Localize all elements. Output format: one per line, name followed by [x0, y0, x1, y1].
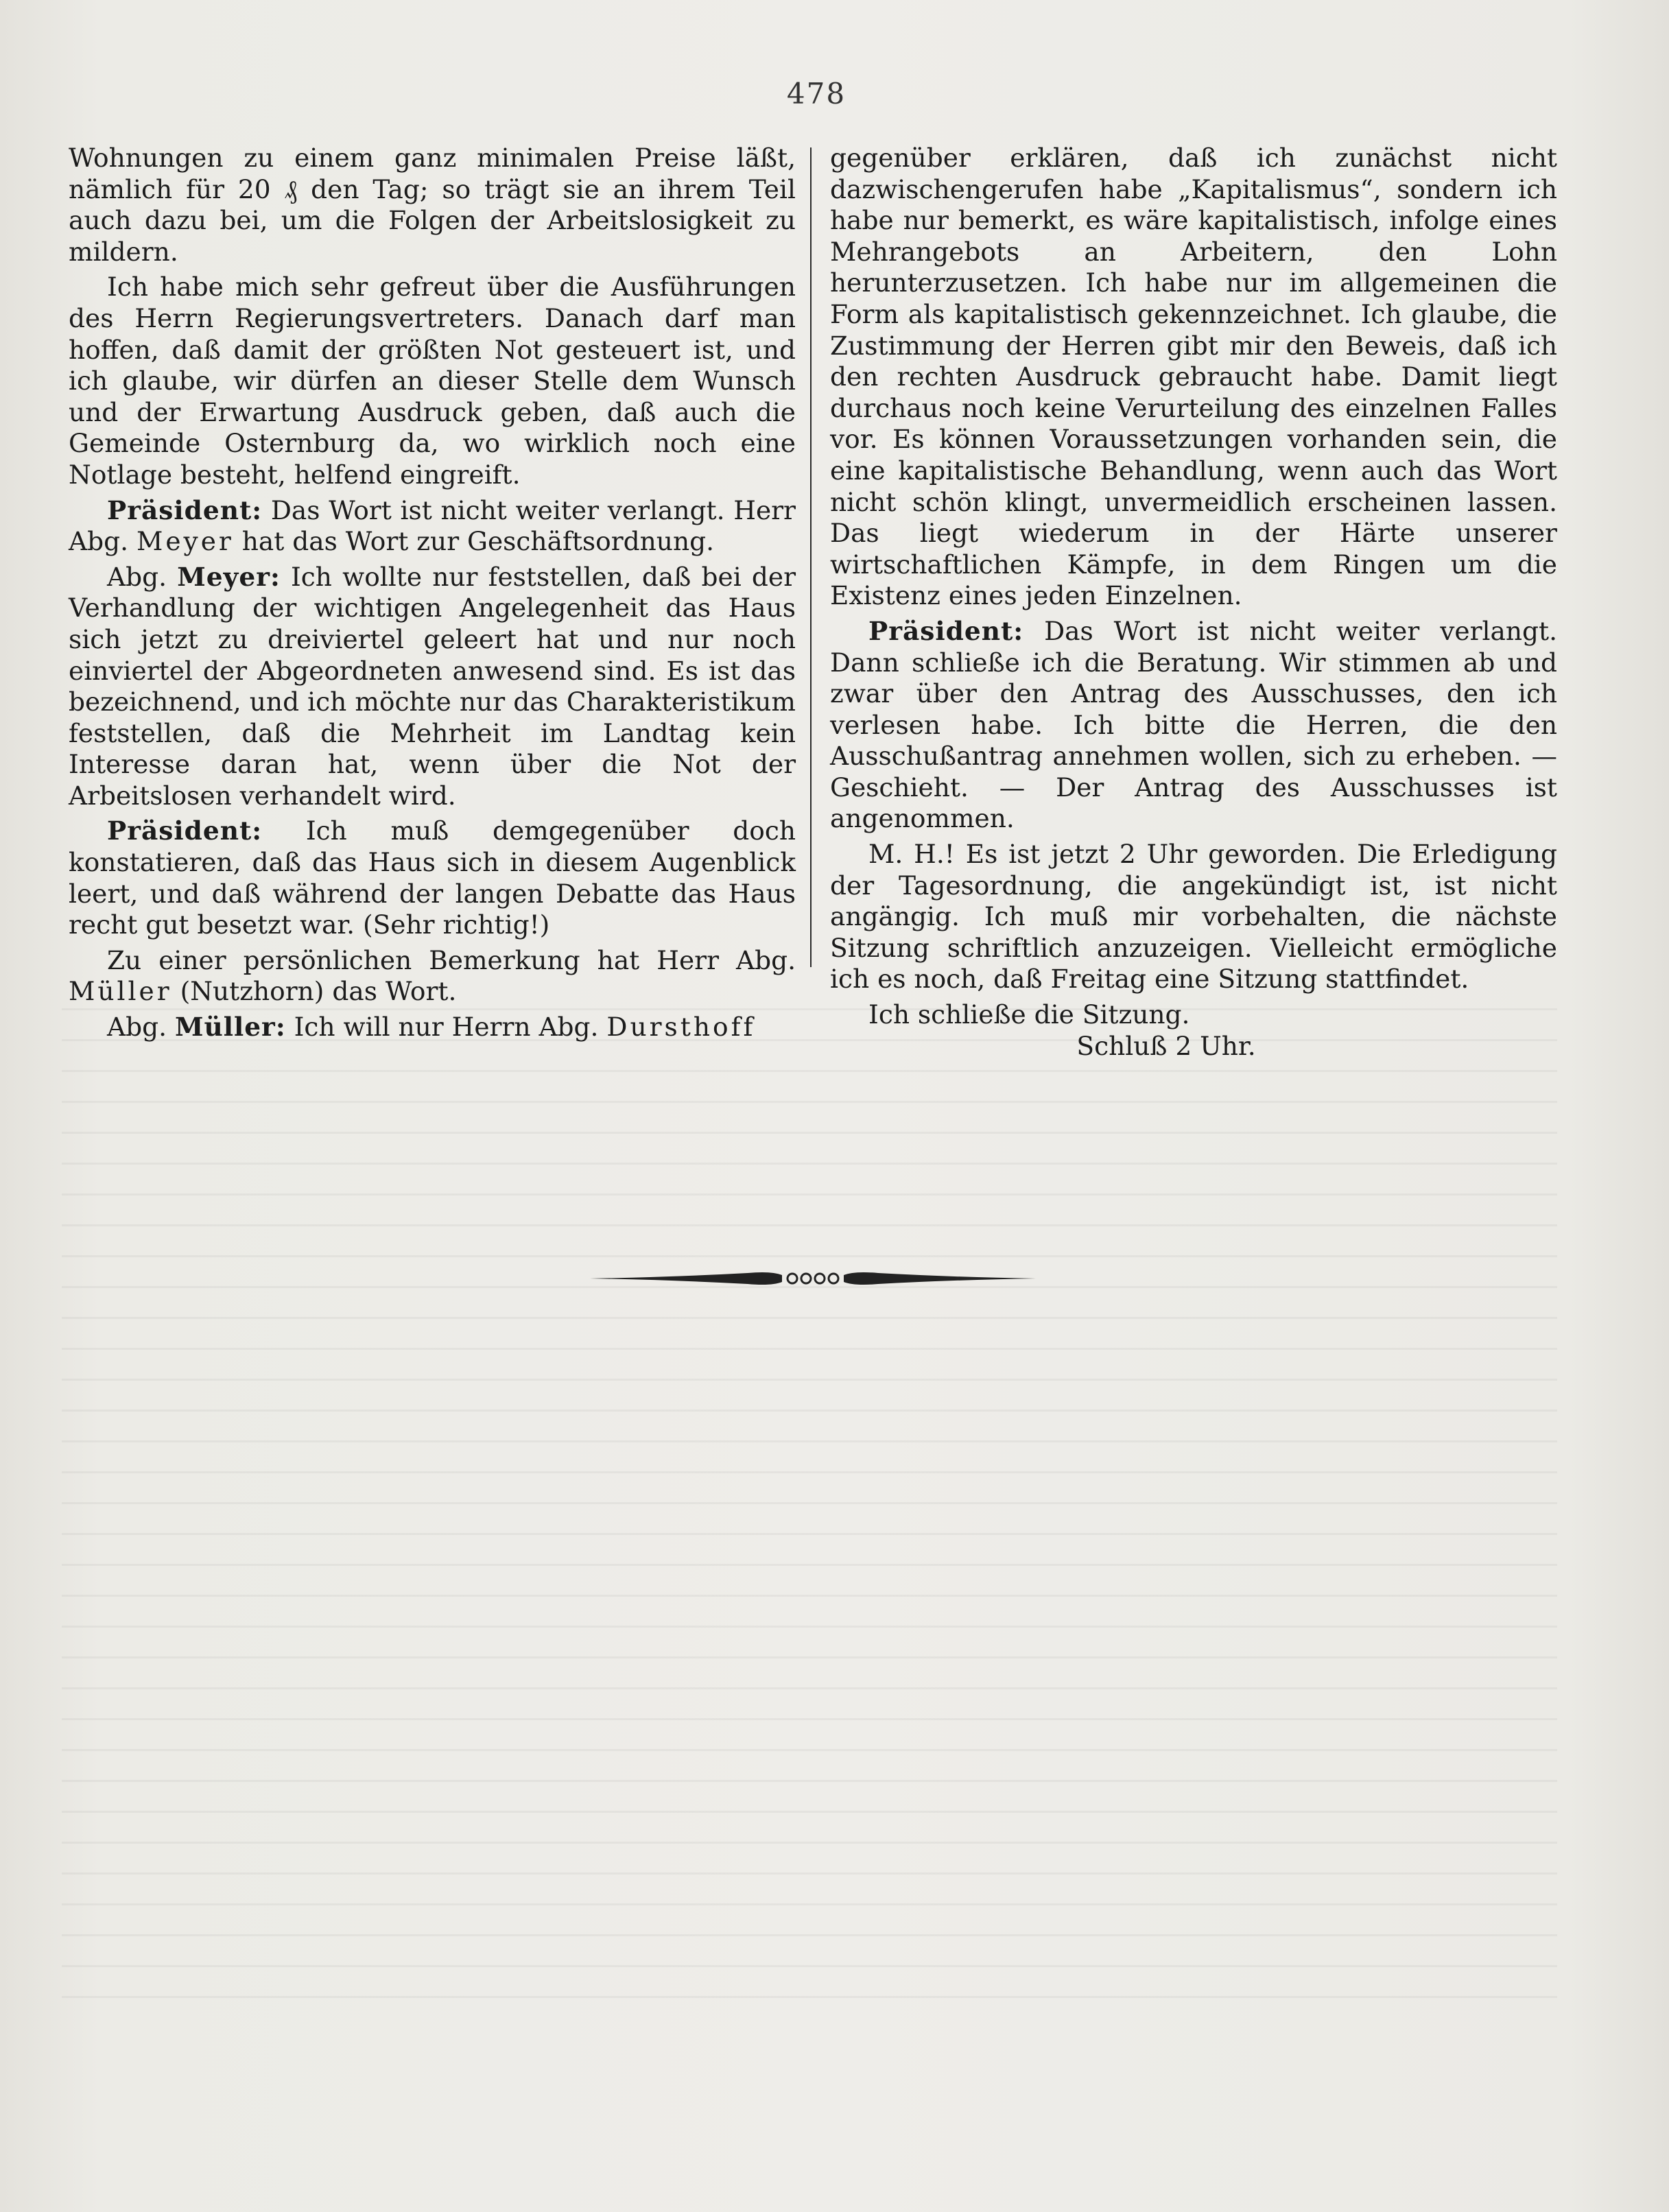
speaker-label: Präsident: [107, 816, 263, 846]
speaker-label: Meyer: [177, 561, 281, 592]
paragraph: Ich habe mich sehr gefreut über die Ausführungen des Herrn Regierungsvertreters. Danach darf man hoffen, daß damit der größten Not gesteuert ist, und ich glaube, wir dürfen an dieser Stelle dem Wunsch und der Erwartung Ausdruck geben, daß auch die Gemeinde Osternburg da, wo wirklich noch eine Notlage besteht, helfend eingreift. [69, 272, 796, 490]
bleed-through-texture [62, 988, 1557, 2017]
remark-text: Ich wollte nur feststellen, daß bei der Verhandlung der wichtigen Angelegenheit das Haus sich jetzt zu dreiviertel geleert hat und nur noch einviertel der Abgeordneten anwesend sind. Es ist das bezeichnend, und ich möchte nur das Charakteristikum feststellen, daß die Mehrheit im Landtag kein Interesse daran hat, wenn über die Not der Arbeitslosen verhandelt wird. [69, 561, 796, 811]
paragraph: Wohnungen zu einem ganz minimalen Preise läßt, nämlich für 20 ₰ den Tag; so trägt sie an ihrem Teil auch dazu bei, um die Folgen der Arbeitslosigkeit zu mildern. [69, 143, 796, 267]
speaker-label: Präsident: [107, 495, 263, 525]
remark-text: Das Wort ist nicht weiter verlangt. Dann schließe ich die Beratung. Wir stimmen ab und zwar über den Antrag des Ausschusses, den ich verlesen habe. Ich bitte die Herren, die den Ausschußantrag annehmen wollen, sich zu erheben. — Geschieht. — Der Antrag des Ausschusses ist angenommen. [830, 615, 1557, 834]
remark-text: (Nutzhorn) das Wort. [171, 976, 457, 1007]
president-remark [830, 616, 1557, 835]
speaker-label: Präsident: [868, 615, 1024, 646]
speaker-label: Müller: [174, 1012, 286, 1043]
column-divider [810, 147, 812, 967]
paragraph [69, 945, 796, 1008]
title-prefix: Abg. [107, 561, 178, 592]
title-prefix: Abg. [107, 1012, 175, 1043]
page-number: 478 [786, 77, 847, 110]
session-closing: Ich schließe die Sitzung. [868, 999, 1190, 1030]
paragraph: gegenüber erklären, daß ich zunächst nicht dazwischengerufen habe „Kapitalismus“, sondern ich habe nur bemerkt, es wäre kapitalistisch, infolge eines Mehrangebots an Arbeitern, den Lohn herunterzusetzen. Ich habe nur im allgemeinen die Form als kapitalistisch gekennzeichnet. Ich glaube, die Zustimmung der Herren gibt mir den Beweis, daß ich den rechten Ausdruck gebraucht habe. Damit liegt durchaus noch keine Verurteilung des einzelnen Falles vor. Es können Voraussetzungen vorhanden sein, die eine kapitalistische Behandlung, wenn auch das Wort nicht schön klingt, unvermeidlich erscheinen lassen. Das liegt wiederum in der Härte unserer wirtschaftlichen Kämpfe, in dem Ringen um die Existenz eines jeden Einzelnen. [830, 143, 1557, 611]
left-column [69, 143, 796, 1047]
remark-text: hat das Wort zur Geschäftsordnung. [233, 526, 715, 557]
right-column [830, 143, 1557, 1062]
member-remark [69, 1012, 796, 1043]
president-remark [69, 495, 796, 558]
remark-text: Ich muß demgegenüber doch konstatieren, daß das Haus sich in diesem Augenblick leert, und daß während der langen Debatte das Haus recht gut besetzt war. (Sehr richtig!) [69, 816, 796, 940]
session-end-time: Schluß 2 Uhr. [1076, 1030, 1256, 1061]
member-name: Müller [69, 976, 172, 1007]
member-name: Meyer [136, 526, 234, 557]
remark-text: Ich will nur Herrn Abg. [285, 1012, 607, 1043]
remark-text: Das Wort ist nicht weiter verlangt. Herr Abg. [69, 495, 796, 557]
member-remark [69, 562, 796, 812]
paragraph: M. H.! Es ist jetzt 2 Uhr geworden. Die Erledigung der Tagesordnung, die angekündigt ist, ist nicht angängig. Ich muß mir vorbehalten, die nächste Sitzung schriftlich anzuzeigen. Vielleicht ermögliche ich es noch, daß Freitag eine Sitzung stattfindet. [830, 839, 1557, 995]
ornament-divider-icon [590, 1263, 1036, 1294]
president-remark [69, 816, 796, 940]
member-name: Dursthoff [606, 1012, 756, 1043]
remark-text: Zu einer persönlichen Bemerkung hat Herr Abg. [107, 944, 796, 975]
